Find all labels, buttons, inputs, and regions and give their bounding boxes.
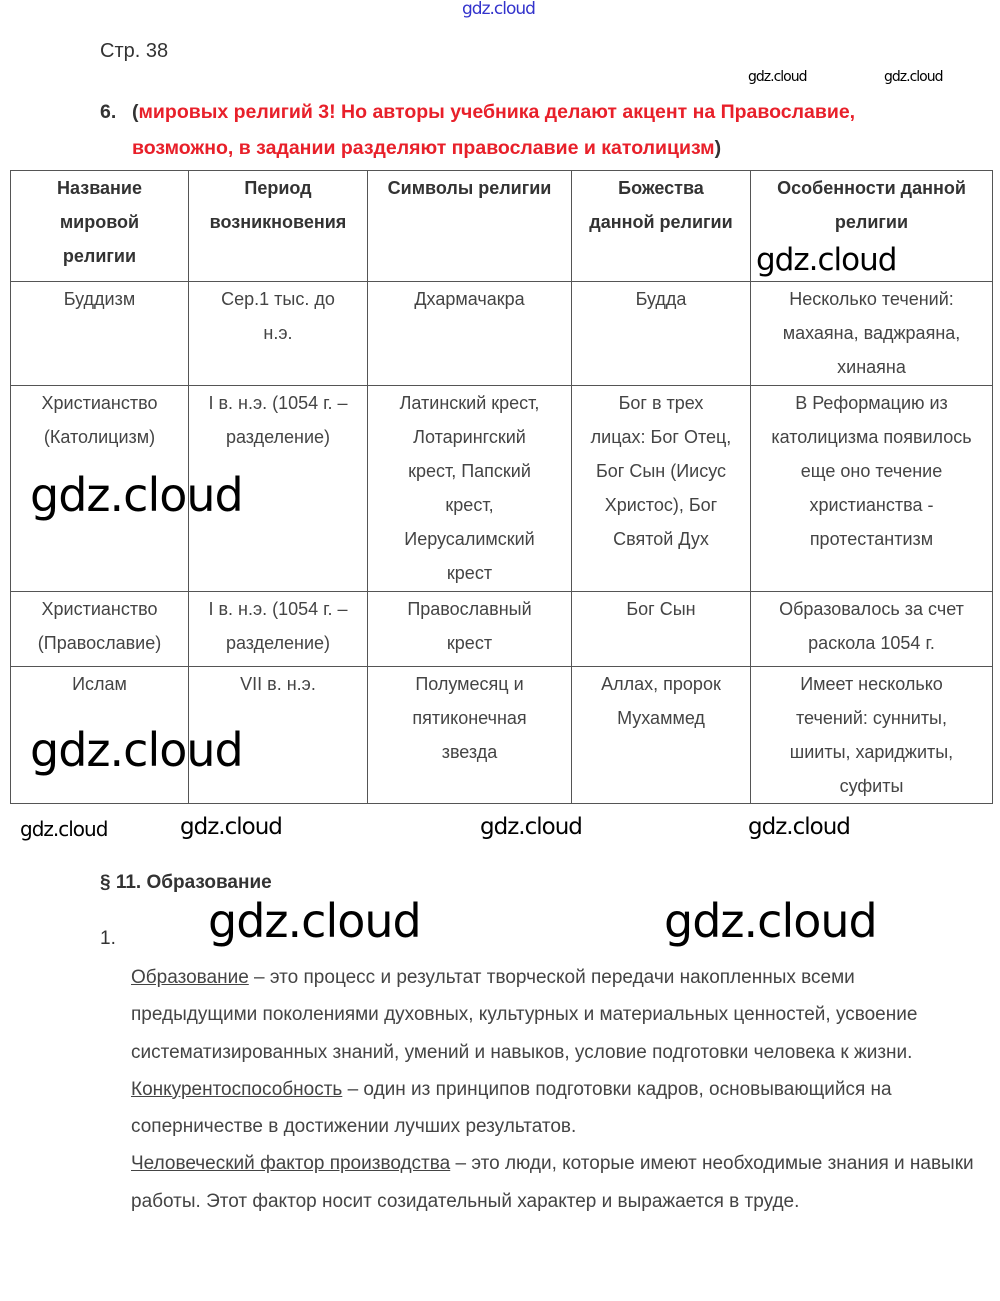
term: Человеческий фактор производства xyxy=(131,1153,451,1175)
header-deities: Божества данной религии xyxy=(572,171,751,282)
table-row xyxy=(11,592,993,667)
task-note-line2: возможно, в задании разделяют православие и католицизм xyxy=(132,137,715,159)
watermark: gdz.cloud xyxy=(462,0,535,19)
task-note-line1: мировых религий 3! Но авторы учебника делают акцент на Православие, xyxy=(138,101,856,123)
watermark: gdz.cloud xyxy=(884,69,943,85)
cell: Бог в трех лицах: Бог Отец, Бог Сын (Иисус Христос), Бог Святой Дух xyxy=(572,386,751,592)
watermark: gdz.cloud xyxy=(480,814,582,840)
watermark: gdz.cloud xyxy=(30,468,243,522)
cell: Христианство (Католицизм) xyxy=(11,386,189,592)
definition-text: – это люди, которые имеют необходимые знания и навыки работы. Этот фактор носит созидательный характер и выражается в труде. xyxy=(131,1153,974,1212)
paren-close: ) xyxy=(714,137,722,159)
cell: Несколько течений: махаяна, ваджраяна, хинаяна xyxy=(751,282,993,386)
cell: Христианство (Православие) xyxy=(11,592,189,667)
cell: Аллах, пророк Мухаммед xyxy=(572,667,751,804)
cell: Латинский крест, Лотарингский крест, Папский крест, Иерусалимский крест xyxy=(368,386,572,592)
term: Образование xyxy=(131,967,249,988)
watermark: gdz.cloud xyxy=(664,894,877,948)
watermark: gdz.cloud xyxy=(748,814,850,840)
task-6 xyxy=(100,94,980,166)
definition xyxy=(131,1071,981,1146)
cell: Имеет несколько течений: сунниты, шииты, хариджиты, суфиты xyxy=(751,667,993,804)
cell: Образовалось за счет раскола 1054 г. xyxy=(751,592,993,667)
definition-text: – это процесс и результат творческой передачи накопленных всеми предыдущими поколениями духовных, культурных и материальных ценностей, усвоение систематизированных знаний, умений и навыков, условие подготовки человека к жизни. xyxy=(131,967,918,1063)
term: Конкурентоспособность xyxy=(131,1078,343,1100)
cell: I в. н.э. (1054 г. – разделение) xyxy=(189,592,368,667)
task-number: 6. xyxy=(100,101,117,123)
item-number: 1. xyxy=(100,928,116,949)
cell: Буддизм xyxy=(11,282,189,386)
watermark: gdz.cloud xyxy=(208,894,421,948)
cell: VII в. н.э. xyxy=(189,667,368,804)
page-label: Стр. 38 xyxy=(100,40,169,62)
cell: Дхармачакра xyxy=(368,282,572,386)
definition xyxy=(131,959,981,1071)
header-symbols: Символы религии xyxy=(368,171,572,282)
cell: В Реформацию из католицизма появилось еще оно течение христианства - протестантизм xyxy=(751,386,993,592)
cell: I в. н.э. (1054 г. – разделение) xyxy=(189,386,368,592)
cell: Бог Сын xyxy=(572,592,751,667)
cell: Сер.1 тыс. до н.э. xyxy=(189,282,368,386)
paren-open: ( xyxy=(132,101,139,123)
table-row xyxy=(11,282,993,386)
cell: Ислам xyxy=(11,667,189,804)
watermark: gdz.cloud xyxy=(180,814,282,840)
definitions xyxy=(131,959,981,1220)
section-heading: § 11. Образование xyxy=(100,872,272,893)
definition-text: – один из принципов подготовки кадров, основывающийся на соперничестве в достижении лучших результатов. xyxy=(131,1078,892,1138)
watermark: gdz.cloud xyxy=(756,242,897,278)
definition xyxy=(131,1145,981,1220)
header-period: Период возникновения xyxy=(189,171,368,282)
watermark: gdz.cloud xyxy=(748,69,807,85)
header-features: Особенности данной религии xyxy=(751,171,993,282)
cell: Православный крест xyxy=(368,592,572,667)
header-name: Название мировой религии xyxy=(11,171,189,282)
watermark: gdz.cloud xyxy=(30,723,243,777)
cell: Полумесяц и пятиконечная звезда xyxy=(368,667,572,804)
watermark: gdz.cloud xyxy=(20,817,108,841)
cell: Будда xyxy=(572,282,751,386)
